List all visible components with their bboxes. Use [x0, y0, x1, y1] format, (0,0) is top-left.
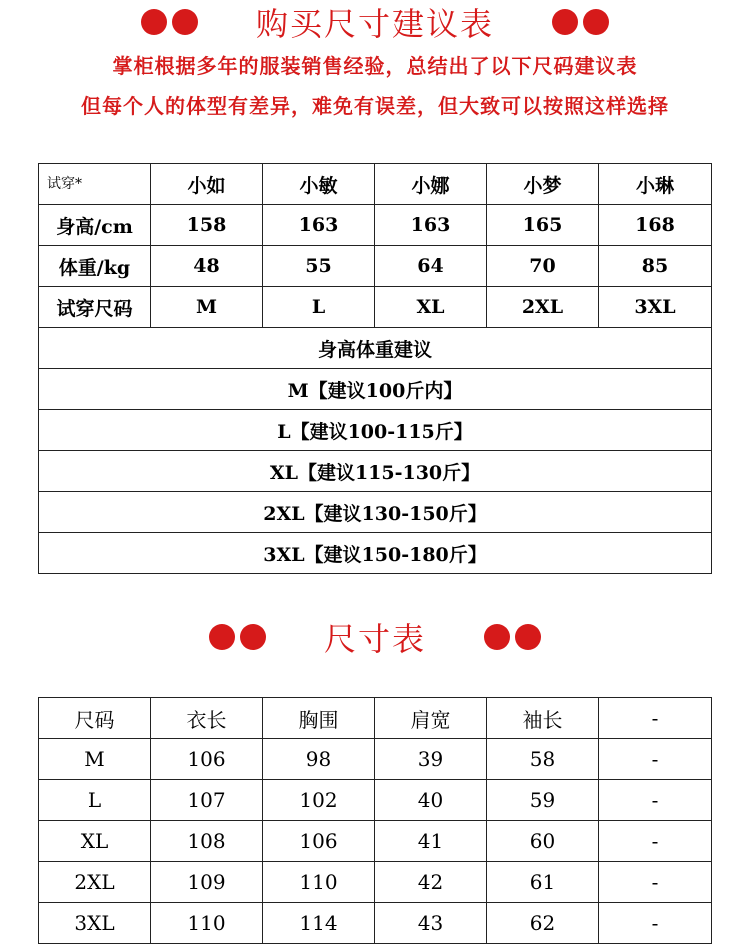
advice-subtitle-line2: 但每个人的体型有差异，难免有误差，但大致可以按照这样选择 [81, 94, 669, 118]
table-cell: 64 [375, 246, 487, 287]
table-row [39, 780, 712, 821]
red-dot-icon [141, 9, 167, 35]
table-cell: 110 [263, 862, 375, 903]
size-chart-title: 尺寸表 [323, 620, 426, 658]
row-label: 身高/cm [39, 205, 151, 246]
table-cell: M [151, 287, 263, 328]
table-row [39, 821, 712, 862]
column-header: 袖长 [487, 698, 599, 739]
model-name: 小琳 [599, 164, 712, 205]
size-chart-title-row [0, 612, 750, 662]
table-cell: - [599, 739, 712, 780]
trial-size-row [39, 287, 712, 328]
table-cell: M [39, 739, 151, 780]
model-name: 小如 [151, 164, 263, 205]
table-cell: 61 [487, 862, 599, 903]
column-header: 胸围 [263, 698, 375, 739]
table-cell: 59 [487, 780, 599, 821]
decorative-dots-right [484, 624, 541, 650]
column-header: 肩宽 [375, 698, 487, 739]
size-header-row [39, 698, 712, 739]
advice-subtitle-line1: 掌柜根据多年的服装销售经验，总结出了以下尺码建议表 [112, 54, 638, 78]
table-cell: 158 [151, 205, 263, 246]
column-header: - [599, 698, 712, 739]
table-cell: - [599, 862, 712, 903]
column-header: 尺码 [39, 698, 151, 739]
row-label: 试穿尺码 [39, 287, 151, 328]
table-cell: 106 [263, 821, 375, 862]
table-cell: 102 [263, 780, 375, 821]
table-cell: 3XL [39, 903, 151, 944]
table-cell: XL [375, 287, 487, 328]
table-cell: 163 [263, 205, 375, 246]
recommendation-text: L【建议100-115斤】 [39, 410, 712, 451]
recommendation-text: 3XL【建议150-180斤】 [39, 533, 712, 574]
table-cell: 40 [375, 780, 487, 821]
row-label: 体重/kg [39, 246, 151, 287]
table-cell: 110 [151, 903, 263, 944]
model-name: 小娜 [375, 164, 487, 205]
advice-title-row [0, 0, 750, 44]
table-cell: 42 [375, 862, 487, 903]
table-cell: 163 [375, 205, 487, 246]
table-cell: 48 [151, 246, 263, 287]
trial-header-row [39, 164, 712, 205]
table-row [39, 862, 712, 903]
trial-height-row [39, 205, 712, 246]
table-cell: 39 [375, 739, 487, 780]
table-cell: 165 [487, 205, 599, 246]
table-cell: 107 [151, 780, 263, 821]
decorative-dots-left [141, 9, 198, 35]
table-cell: 55 [263, 246, 375, 287]
table-cell: 2XL [487, 287, 599, 328]
red-dot-icon [552, 9, 578, 35]
table-row [39, 739, 712, 780]
table-cell: 85 [599, 246, 712, 287]
table-cell: L [39, 780, 151, 821]
table-cell: 41 [375, 821, 487, 862]
recommendation-text: XL【建议115-130斤】 [39, 451, 712, 492]
trial-weight-row [39, 246, 712, 287]
model-name: 小敏 [263, 164, 375, 205]
table-cell: 109 [151, 862, 263, 903]
table-cell: 106 [151, 739, 263, 780]
table-cell: XL [39, 821, 151, 862]
recommend-row [39, 533, 712, 574]
table-cell: 2XL [39, 862, 151, 903]
model-name: 小梦 [487, 164, 599, 205]
table-cell: - [599, 903, 712, 944]
red-dot-icon [209, 624, 235, 650]
table-cell: - [599, 780, 712, 821]
size-chart-table [38, 697, 712, 944]
table-cell: 60 [487, 821, 599, 862]
table-cell: 62 [487, 903, 599, 944]
table-cell: 98 [263, 739, 375, 780]
table-cell: 3XL [599, 287, 712, 328]
recommend-row [39, 410, 712, 451]
recommendation-text: 2XL【建议130-150斤】 [39, 492, 712, 533]
table-row [39, 903, 712, 944]
trial-size-table [38, 163, 712, 574]
red-dot-icon [172, 9, 198, 35]
table-cell: 168 [599, 205, 712, 246]
table-cell: - [599, 821, 712, 862]
recommend-row [39, 492, 712, 533]
recommend-row [39, 451, 712, 492]
recommend-row [39, 369, 712, 410]
red-dot-icon [515, 624, 541, 650]
table-cell: L [263, 287, 375, 328]
recommend-header-row [39, 328, 712, 369]
red-dot-icon [583, 9, 609, 35]
table-cell: 43 [375, 903, 487, 944]
table-cell: 114 [263, 903, 375, 944]
table-cell: 108 [151, 821, 263, 862]
advice-title: 购买尺寸建议表 [255, 5, 494, 43]
recommendation-text: M【建议100斤内】 [39, 369, 712, 410]
trial-corner-label: 试穿* [39, 164, 151, 205]
red-dot-icon [484, 624, 510, 650]
decorative-dots-right [552, 9, 609, 35]
decorative-dots-left [209, 624, 266, 650]
recommend-header: 身高体重建议 [39, 328, 712, 369]
table-cell: 58 [487, 739, 599, 780]
red-dot-icon [240, 624, 266, 650]
table-cell: 70 [487, 246, 599, 287]
column-header: 衣长 [151, 698, 263, 739]
